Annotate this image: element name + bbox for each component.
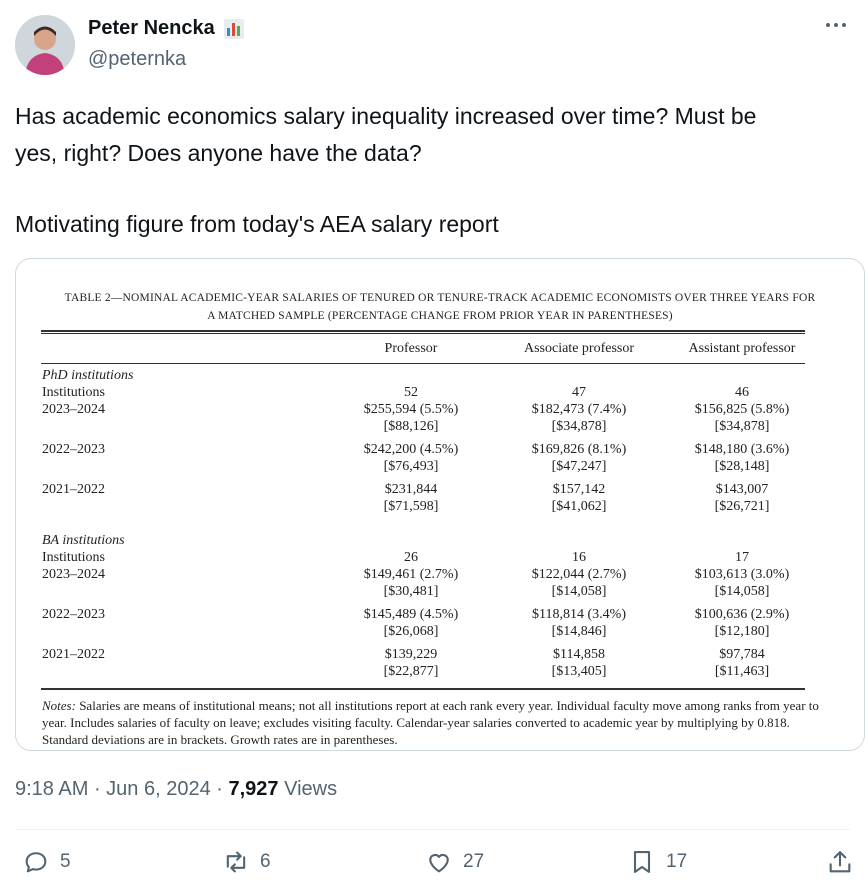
table-cell: $157,142 xyxy=(552,482,606,497)
repost-icon xyxy=(222,848,250,876)
table-cell: [$11,463] xyxy=(714,664,770,679)
table-cell: [$88,126] xyxy=(383,419,439,434)
more-options-icon[interactable] xyxy=(821,10,851,40)
table-cell: [$26,721] xyxy=(714,499,770,514)
tweet-text xyxy=(15,98,845,243)
action-bar xyxy=(0,848,865,884)
tweet-line: Has academic economics salary inequality increased over time? Must be xyxy=(15,103,757,129)
table-notes xyxy=(42,697,832,748)
section-label: BA institutions xyxy=(42,533,125,548)
table-cell: 17 xyxy=(735,550,749,565)
meta-separator: · xyxy=(210,778,229,800)
tweet-meta xyxy=(15,778,337,801)
table-cell: [$26,068] xyxy=(383,624,439,639)
table-cell: $139,229 xyxy=(384,647,438,662)
table-cell: [$34,878] xyxy=(714,419,770,434)
table-cell: $103,613 (3.0%) xyxy=(694,567,790,582)
row-label: Institutions xyxy=(42,385,106,400)
table-cell: [$14,846] xyxy=(551,624,607,639)
table-cell: [$41,062] xyxy=(551,499,607,514)
table-cell: $145,489 (4.5%) xyxy=(363,607,459,622)
tweet-date[interactable]: Jun 6, 2024 xyxy=(106,778,211,800)
table-top-rule xyxy=(41,333,805,334)
table-cell: 46 xyxy=(735,385,749,400)
table-cell: [$22,877] xyxy=(383,664,439,679)
table-top-rule xyxy=(41,330,805,332)
table-cell: $100,636 (2.9%) xyxy=(694,607,790,622)
divider xyxy=(15,829,850,830)
views-label: Views xyxy=(278,778,338,800)
table-cell: $114,858 xyxy=(553,647,605,662)
table-cell: $122,044 (2.7%) xyxy=(531,567,627,582)
bookmark-count: 17 xyxy=(666,851,688,872)
bar-chart-icon xyxy=(223,18,245,40)
row-label: Institutions xyxy=(42,550,106,565)
tweet-line: Motivating figure from today's AEA salary report xyxy=(15,211,499,237)
column-header: Assistant professor xyxy=(688,341,796,356)
reply-button[interactable] xyxy=(22,848,71,876)
avatar-image xyxy=(15,15,75,75)
table-cell: [$14,058] xyxy=(551,584,607,599)
table-title xyxy=(16,289,864,325)
reply-icon xyxy=(22,848,50,876)
row-label: 2023–2024 xyxy=(42,567,105,582)
table-cell: $231,844 xyxy=(384,482,438,497)
table-cell: [$47,247] xyxy=(551,459,607,474)
attached-image[interactable] xyxy=(15,258,865,751)
section-label: PhD institutions xyxy=(42,368,134,383)
notes-label: Notes: xyxy=(42,698,76,713)
column-header: Associate professor xyxy=(523,341,635,356)
row-label: 2021–2022 xyxy=(42,482,105,497)
table-cell: 26 xyxy=(404,550,418,565)
table-cell: [$30,481] xyxy=(383,584,439,599)
table-cell: $156,825 (5.8%) xyxy=(694,402,790,417)
row-label: 2022–2023 xyxy=(42,442,105,457)
tweet-time[interactable]: 9:18 AM xyxy=(15,778,89,800)
table-cell: $242,200 (4.5%) xyxy=(363,442,459,457)
author-handle[interactable]: @peternka xyxy=(88,48,187,70)
table-cell: $182,473 (7.4%) xyxy=(531,402,627,417)
table-cell: [$12,180] xyxy=(714,624,770,639)
table-cell: [$28,148] xyxy=(714,459,770,474)
table-cell: [$34,878] xyxy=(551,419,607,434)
views-count: 7,927 xyxy=(228,778,279,800)
table-cell: [$76,493] xyxy=(383,459,439,474)
table-cell: $148,180 (3.6%) xyxy=(694,442,790,457)
header-rule xyxy=(41,363,805,364)
like-button[interactable] xyxy=(425,848,484,876)
table-cell: $97,784 xyxy=(719,647,765,662)
table-cell: $255,594 (5.5%) xyxy=(363,402,459,417)
heart-icon xyxy=(425,848,453,876)
avatar[interactable] xyxy=(15,15,75,75)
table-title-line: TABLE 2—NOMINAL ACADEMIC-YEAR SALARIES OF TENURED OR TENURE-TRACK ACADEMIC ECONOMISTS OVER THREE YEARS FOR xyxy=(64,292,816,304)
share-button[interactable] xyxy=(826,848,854,876)
author-name[interactable]: Peter Nencka xyxy=(88,17,215,39)
tweet-line: yes, right? Does anyone have the data? xyxy=(15,140,422,166)
table-cell: $149,461 (2.7%) xyxy=(363,567,459,582)
table-cell: $118,814 (3.4%) xyxy=(532,607,626,622)
share-icon xyxy=(826,848,854,876)
row-label: 2021–2022 xyxy=(42,647,105,662)
table-cell: 52 xyxy=(404,385,418,400)
notes-text: Salaries are means of institutional means; not all institutions report at each rank every year. Individual faculty move among ranks from year to year. Includes salaries of faculty on leave; excludes visiting faculty. Calendar-year salaries converted to academic year by multiplying by 0.818. Standard deviations are in brackets. Growth rates are in parentheses. xyxy=(42,698,819,747)
column-header: Professor xyxy=(384,341,438,356)
table-cell: 16 xyxy=(572,550,586,565)
table-cell: [$14,058] xyxy=(714,584,770,599)
bookmark-icon xyxy=(628,848,656,876)
row-label: 2022–2023 xyxy=(42,607,105,622)
table-cell: [$71,598] xyxy=(383,499,439,514)
table-cell: 47 xyxy=(572,385,586,400)
table-cell: [$13,405] xyxy=(551,664,607,679)
table-title-line: A MATCHED SAMPLE (PERCENTAGE CHANGE FROM PRIOR YEAR IN PARENTHESES) xyxy=(207,310,673,322)
bookmark-button[interactable] xyxy=(628,848,687,876)
table-bottom-rule xyxy=(41,688,805,690)
repost-count: 6 xyxy=(260,851,271,872)
row-label: 2023–2024 xyxy=(42,402,105,417)
repost-button[interactable] xyxy=(222,848,271,876)
like-count: 27 xyxy=(463,851,485,872)
meta-separator: · xyxy=(88,778,107,800)
table-cell: $143,007 xyxy=(715,482,769,497)
table-cell: $169,826 (8.1%) xyxy=(531,442,627,457)
reply-count: 5 xyxy=(60,851,71,872)
